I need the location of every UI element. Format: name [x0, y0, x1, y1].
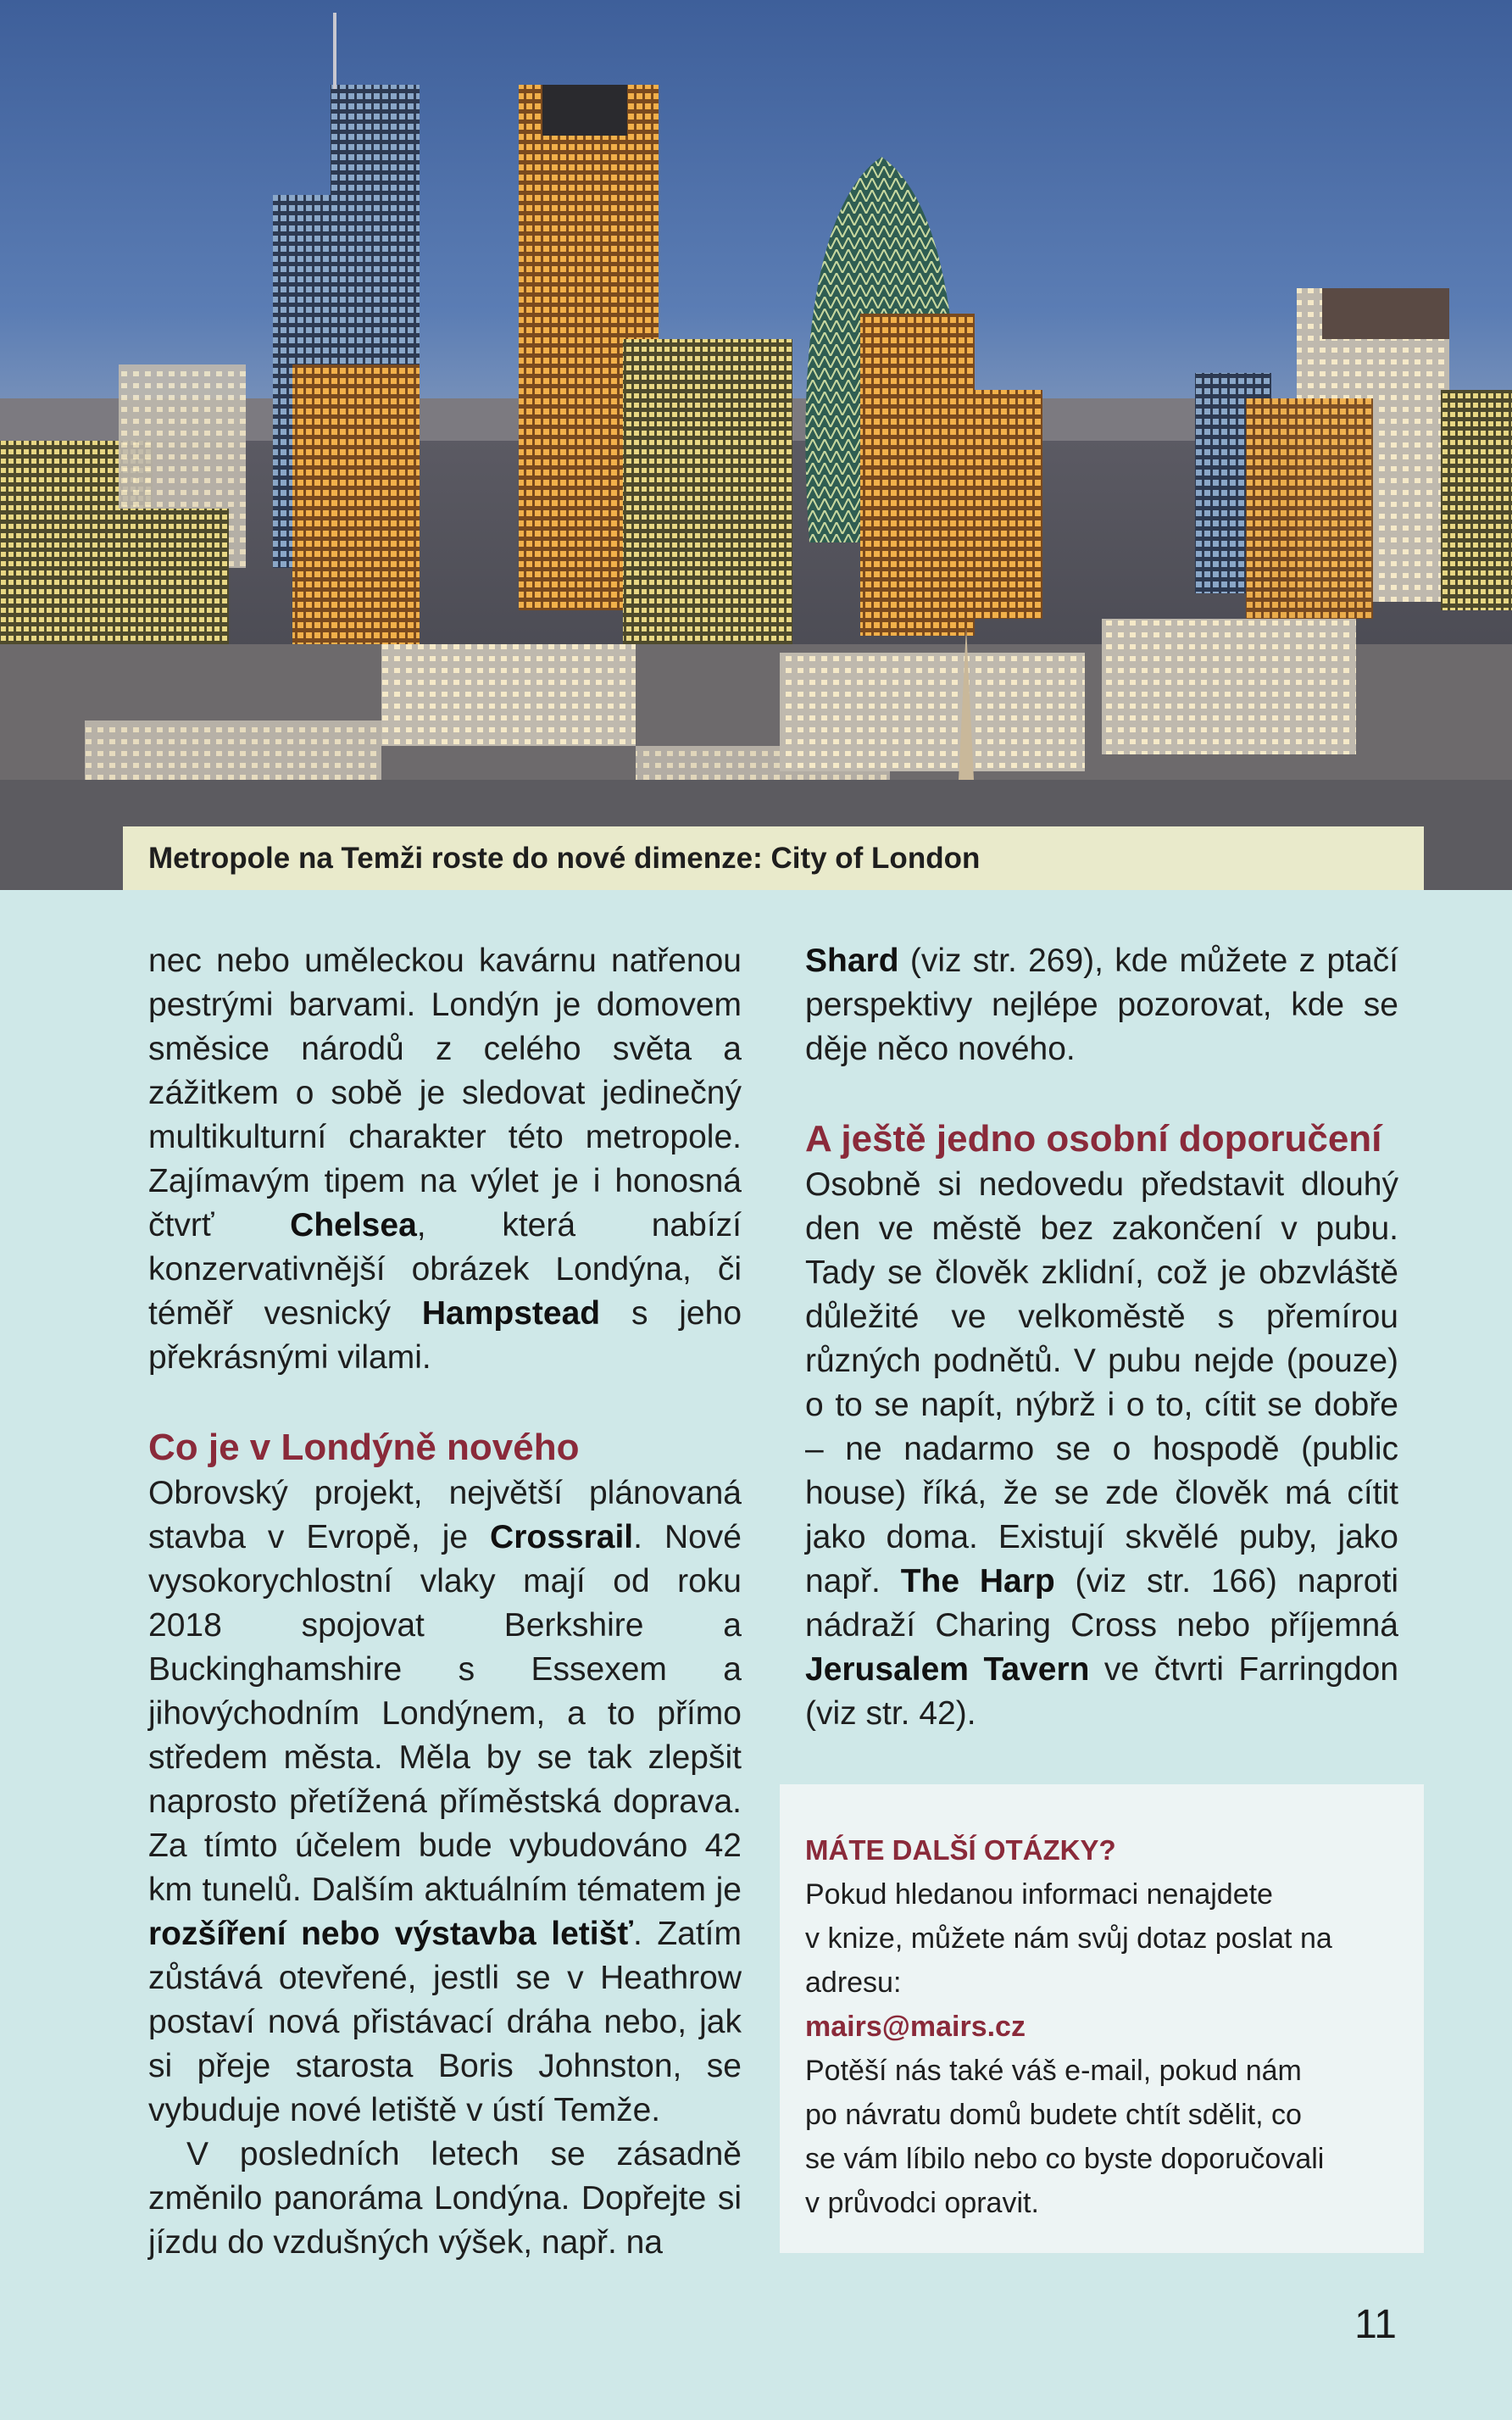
right-paragraph-1 — [805, 939, 1398, 1071]
text-run: Osobně si nedovedu představit dlouhý den ve městě bez zakončení v pubu. Tady se člověk zklidní, což je obzvláště důležité ve velkoměstě s přemírou různých podnětů. V pubu nejde (pouze) o to se napít, nýbrž i o to, cítit se dobře – ne nadarmo se o hospodě (public house) říká, že se zde člověk má cítit jako doma. Existují skvělé puby, jako např. — [805, 1166, 1398, 1599]
text-run: . Zatím zůstává otevřené, jestli se v Heathrow postaví nová přistávací dráha nebo, jak si přeje starosta Boris Johnston, se vybuduje nové letiště v ústí Temže. — [148, 1916, 742, 2128]
right-paragraph-2 — [805, 1163, 1398, 1736]
section-heading-personal-tip: A ještě jedno osobní doporučení — [805, 1118, 1382, 1160]
left-paragraph-1 — [148, 939, 742, 1380]
highlight-the-harp: The Harp — [900, 1563, 1055, 1599]
highlight-chelsea: Chelsea — [290, 1207, 417, 1243]
info-box-line: po návratu domů budete chtít sdělit, co — [805, 2099, 1302, 2131]
city-skyline-photo — [0, 0, 1512, 890]
text-run: (viz str. 269), kde můžete z ptačí perspektivy nejlépe pozorovat, kde se děje něco nového. — [805, 943, 1398, 1067]
questions-info-box — [780, 1784, 1424, 2253]
contact-email-link[interactable]: mairs@mairs.cz — [805, 2011, 1026, 2043]
info-box-line: adresu: — [805, 1967, 902, 1999]
text-run: (viz str. 166) naproti nádraží Charing Cross nebo příjemná — [805, 1563, 1398, 1644]
highlight-jerusalem-tavern: Jerusalem Tavern — [805, 1651, 1090, 1688]
info-box-line: se vám líbilo nebo co byste doporučovali — [805, 2143, 1325, 2175]
section-heading-new-in-london: Co je v Londýně nového — [148, 1427, 580, 1468]
left-text-column — [148, 939, 742, 2265]
photo-caption-text: Metropole na Temži roste do nové dimenze: City of London — [148, 841, 981, 875]
text-run: , která nabízí konzervativnější obrázek Londýna, či téměř vesnický — [148, 1207, 742, 1332]
info-box-line: v knize, můžete nám svůj dotaz poslat na — [805, 1922, 1332, 1955]
text-run: Obrovský projekt, největší plánovaná stavba v Evropě, je — [148, 1475, 742, 1555]
text-run: s jeho překrásnými vilami. — [148, 1295, 742, 1376]
text-run: nec nebo uměleckou kavárnu natřenou pestrými barvami. Londýn je domovem směsice národů z celého světa a zážitkem o sobě je sledovat jedinečný multikulturní charakter této metropole. Zajímavým tipem na výlet je i honosná čtvrť — [148, 943, 742, 1243]
highlight-hampstead: Hampstead — [421, 1295, 601, 1332]
photo-caption — [123, 826, 1424, 890]
left-paragraph-2 — [148, 1471, 742, 2133]
highlight-airport: rozšíření nebo výstavba letišť — [148, 1916, 633, 1952]
text-run: ve čtvrti Farringdon (viz str. 42). — [805, 1651, 1399, 1732]
info-box-heading: MÁTE DALŠÍ OTÁZKY? — [805, 1834, 1116, 1866]
info-box-line: Pokud hledanou informaci nenajdete — [805, 1878, 1273, 1911]
left-paragraph-3: V posledních letech se zásadně změnilo panoráma Londýna. Dopřejte si jízdu do vzdušných výšek, např. na — [148, 2136, 742, 2261]
right-text-column — [805, 939, 1398, 1736]
info-box-line: Potěší nás také váš e-mail, pokud nám — [805, 2055, 1302, 2087]
info-box-line: v průvodci opravit. — [805, 2187, 1039, 2219]
text-run: . Nové vysokorychlostní vlaky mají od roku 2018 spojovat Berkshire a Buckinghamshire s Essexem a jihovýchodním Londýnem, a to přímo středem města. Měla by se tak zlepšit naprosto přetížená příměstská doprava. Za tímto účelem bude vybudováno 42 km tunelů. Dalším aktuálním tématem je — [148, 1519, 742, 1908]
page-number: 11 — [1354, 2302, 1397, 2347]
highlight-shard: Shard — [805, 943, 899, 979]
highlight-crossrail: Crossrail — [490, 1519, 634, 1555]
